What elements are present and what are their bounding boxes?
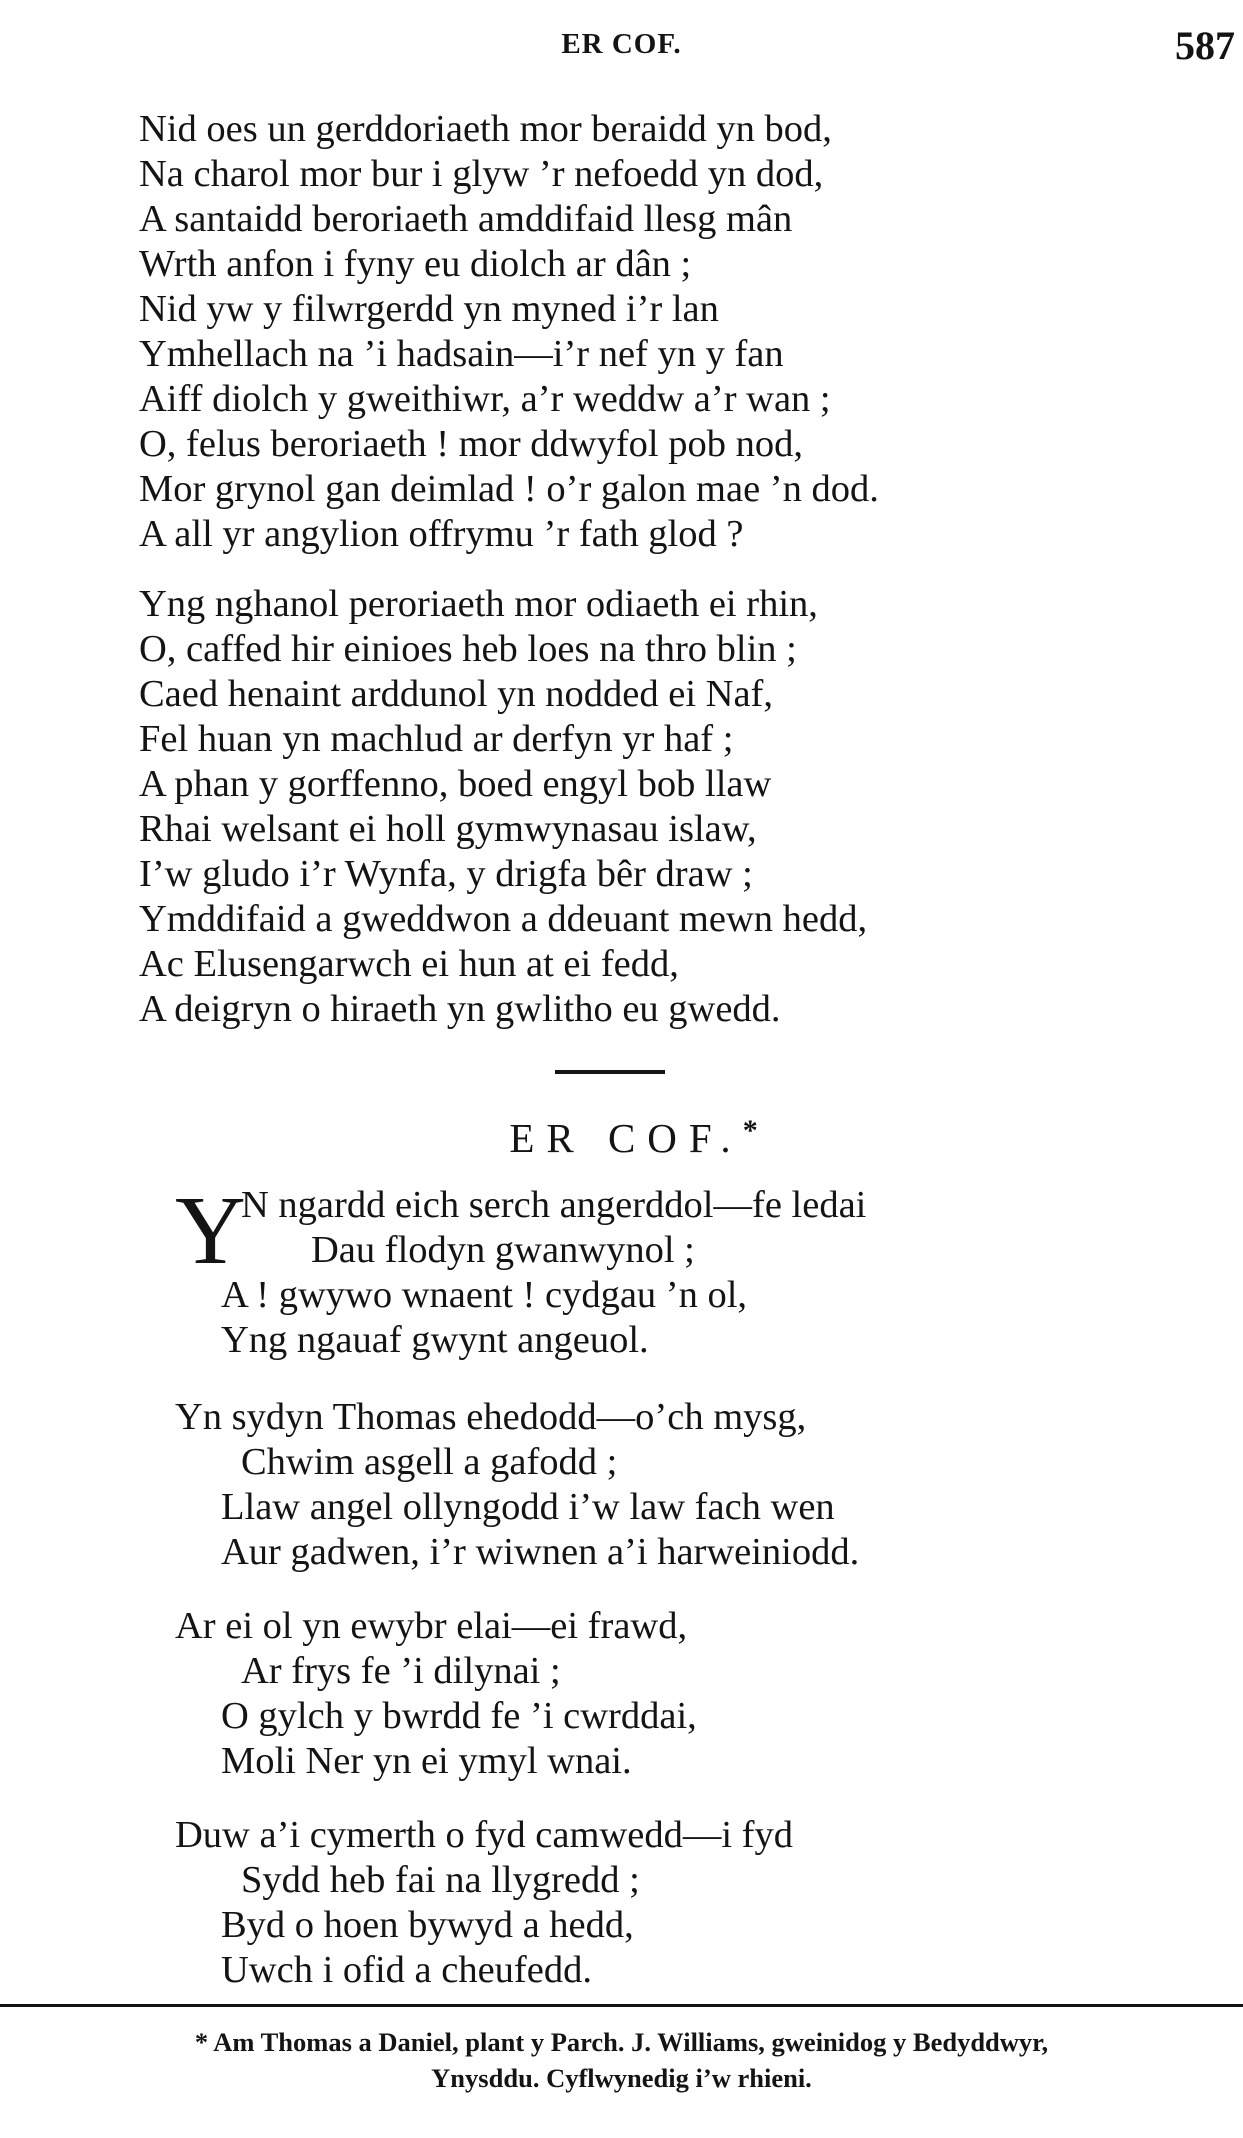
poem-line: Nid yw y filwrgerdd yn myned i’r lan xyxy=(139,288,719,330)
footnote-rule xyxy=(0,2004,1243,2007)
poem-line: Yng ngauaf gwynt angeuol. xyxy=(221,1319,649,1361)
poem-line: Rhai welsant ei holl gymwynasau islaw, xyxy=(139,808,757,850)
running-title: ER COF. xyxy=(561,28,682,60)
poem-line: A santaidd beroriaeth amddifaid llesg mân xyxy=(139,198,793,240)
poem-line: Duw a’i cymerth o fyd camwedd—i fyd xyxy=(175,1814,793,1856)
poem2-title-text: ER COF. xyxy=(509,1115,743,1161)
poem-line: Ar ei ol yn ewybr elai—ei frawd, xyxy=(175,1605,688,1647)
poem-line: N ngardd eich serch angerddol—fe ledai xyxy=(241,1184,867,1226)
footnote xyxy=(0,2024,1243,2096)
poem-line: Byd o hoen bywyd a hedd, xyxy=(221,1904,634,1946)
poem-line: O gylch y bwrdd fe ’i cwrddai, xyxy=(221,1695,697,1737)
poem-line: Ac Elusengarwch ei hun at ei fedd, xyxy=(139,943,679,985)
poem-line: Yn sydyn Thomas ehedodd—o’ch mysg, xyxy=(175,1396,807,1438)
poem-line: Ymhellach na ’i hadsain—i’r nef yn y fan xyxy=(139,333,784,375)
poem-line: O, caffed hir einioes heb loes na thro blin ; xyxy=(139,628,797,670)
page-number: 587 xyxy=(1175,23,1235,68)
section-divider xyxy=(555,1070,665,1074)
poem2-stanza-3 xyxy=(175,1604,697,1784)
poem-line: I’w gludo i’r Wynfa, y drigfa bêr draw ; xyxy=(139,853,753,895)
poem-line: Moli Ner yn ei ymyl wnai. xyxy=(221,1740,632,1782)
poem2-title xyxy=(0,1114,1243,1162)
poem2-stanza-1 xyxy=(175,1177,867,1363)
poem-line: O, felus beroriaeth ! mor ddwyfol pob nod, xyxy=(139,423,803,465)
poem2-stanza-2 xyxy=(175,1395,859,1575)
poem1-stanza-1 xyxy=(139,107,879,557)
poem1-stanza-2 xyxy=(139,582,867,1032)
poem2-stanza-4 xyxy=(175,1813,793,1993)
footnote-line-2: Ynysddu. Cyflwynedig i’w rhieni. xyxy=(431,2063,812,2093)
poem-line: Na charol mor bur i glyw ’r nefoedd yn dod, xyxy=(139,153,824,195)
poem-line: A all yr angylion offrymu ’r fath glod ? xyxy=(139,513,744,555)
drop-cap: Y xyxy=(175,1177,246,1285)
poem-line: Fel huan yn machlud ar derfyn yr haf ; xyxy=(139,718,734,760)
poem-line: Caed henaint arddunol yn nodded ei Naf, xyxy=(139,673,773,715)
poem-line: Mor grynol gan deimlad ! o’r galon mae ’n dod. xyxy=(139,468,879,510)
poem-line: Aiff diolch y gweithiwr, a’r weddw a’r wan ; xyxy=(139,378,831,420)
poem-line: Dau flodyn gwanwynol ; xyxy=(311,1229,695,1271)
running-header xyxy=(0,22,1243,72)
poem-line: Uwch i ofid a cheufedd. xyxy=(221,1949,592,1991)
poem-line: Wrth anfon i fyny eu diolch ar dân ; xyxy=(139,243,692,285)
footnote-line-1: * Am Thomas a Daniel, plant y Parch. J. Williams, gweinidog y Bedyddwyr, xyxy=(194,2027,1049,2057)
footnote-marker: * xyxy=(742,1114,758,1147)
poem-line: Chwim asgell a gafodd ; xyxy=(241,1441,618,1483)
poem-line: Llaw angel ollyngodd i’w law fach wen xyxy=(221,1486,835,1528)
poem-line: A deigryn o hiraeth yn gwlitho eu gwedd. xyxy=(139,988,781,1030)
poem-line: A ! gwywo wnaent ! cydgau ’n ol, xyxy=(221,1274,748,1316)
poem-line: Ar frys fe ’i dilynai ; xyxy=(241,1650,561,1692)
poem-line: Sydd heb fai na llygredd ; xyxy=(241,1859,640,1901)
poem-line: Nid oes un gerddoriaeth mor beraidd yn bod, xyxy=(139,108,832,150)
poem-line: Ymddifaid a gweddwon a ddeuant mewn hedd, xyxy=(139,898,868,940)
poem-line: Yng nghanol peroriaeth mor odiaeth ei rhin, xyxy=(139,583,818,625)
poem-line: Aur gadwen, i’r wiwnen a’i harweiniodd. xyxy=(221,1531,860,1573)
poem-line: A phan y gorffenno, boed engyl bob llaw xyxy=(139,763,772,805)
